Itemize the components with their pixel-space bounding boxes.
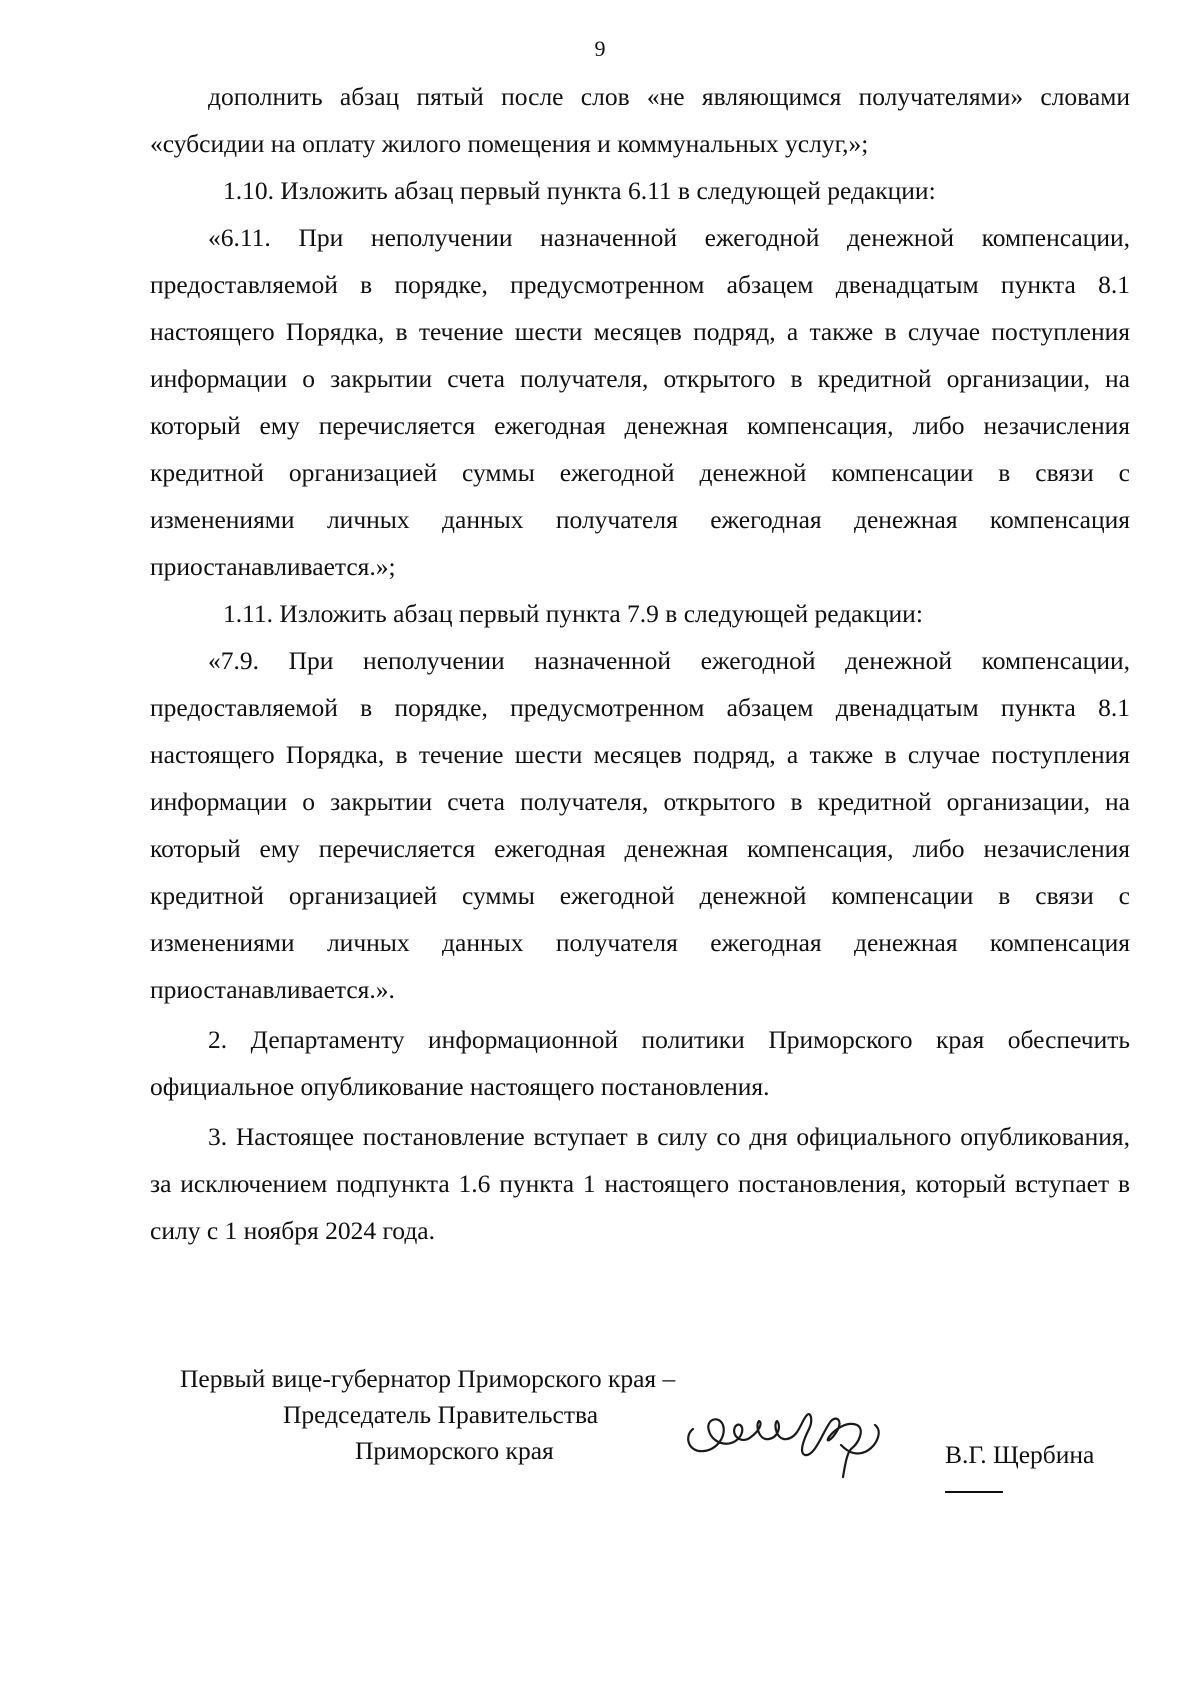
signer-name: В.Г. Щербина <box>945 1440 1095 1469</box>
signer-name-underline <box>945 1491 1003 1493</box>
signer-position-line: Первый вице-губернатор Приморского края – <box>180 1364 676 1393</box>
signer-position-line: Председатель Правительства <box>283 1400 599 1429</box>
page-number: 9 <box>594 36 606 61</box>
paragraph-item-2: 2. Департаменту информационной политики Приморского края обеспечить официальное опубликование настоящего постановления. <box>150 1025 1130 1101</box>
document-body <box>150 73 1130 1254</box>
signature-block <box>180 1361 1130 1511</box>
paragraph-quote-6-11: «6.11. При неполучении назначенной ежегодной денежной компенсации, предоставляемой в порядке, предусмотренном абзацем двенадцатым пункта 8.1 настоящего Порядка, в течение шести месяцев подряд, а также в случае поступления информации о закрытии счета получателя, открытого в кредитной организации, на который ему перечисляется ежегодная денежная компенсация, либо незачисления кредитной организацией суммы ежегодной денежной компенсации в связи с изменениями личных данных получателя ежегодная денежная компенсация приостанавливается.»; <box>150 223 1130 581</box>
paragraph-quote-7-9: «7.9. При неполучении назначенной ежегодной денежной компенсации, предоставляемой в порядке, предусмотренном абзацем двенадцатым пункта 8.1 настоящего Порядка, в течение шести месяцев подряд, а также в случае поступления информации о закрытии счета получателя, открытого в кредитной организации, на который ему перечисляется ежегодная денежная компенсация, либо незачисления кредитной организацией суммы ежегодной денежной компенсации в связи с изменениями личных данных получателя ежегодная денежная компенсация приостанавливается.». <box>150 646 1130 1004</box>
paragraph-item-3: 3. Настоящее постановление вступает в силу со дня официального опубликования, за исключением подпункта 1.6 пункта 1 настоящего постановления, который вступает в силу с 1 ноября 2024 года. <box>150 1122 1130 1245</box>
handwritten-signature <box>675 1391 905 1491</box>
signer-position-line: Приморского края <box>355 1436 554 1465</box>
paragraph-item-1-10: 1.10. Изложить абзац первый пункта 6.11 в следующей редакции: <box>223 176 936 205</box>
paragraph-continuation: дополнить абзац пятый после слов «не являющимся получателями» словами «субсидии на оплату жилого помещения и коммунальных услуг,»; <box>150 82 1130 158</box>
paragraph-item-1-11: 1.11. Изложить абзац первый пункта 7.9 в следующей редакции: <box>223 599 923 628</box>
